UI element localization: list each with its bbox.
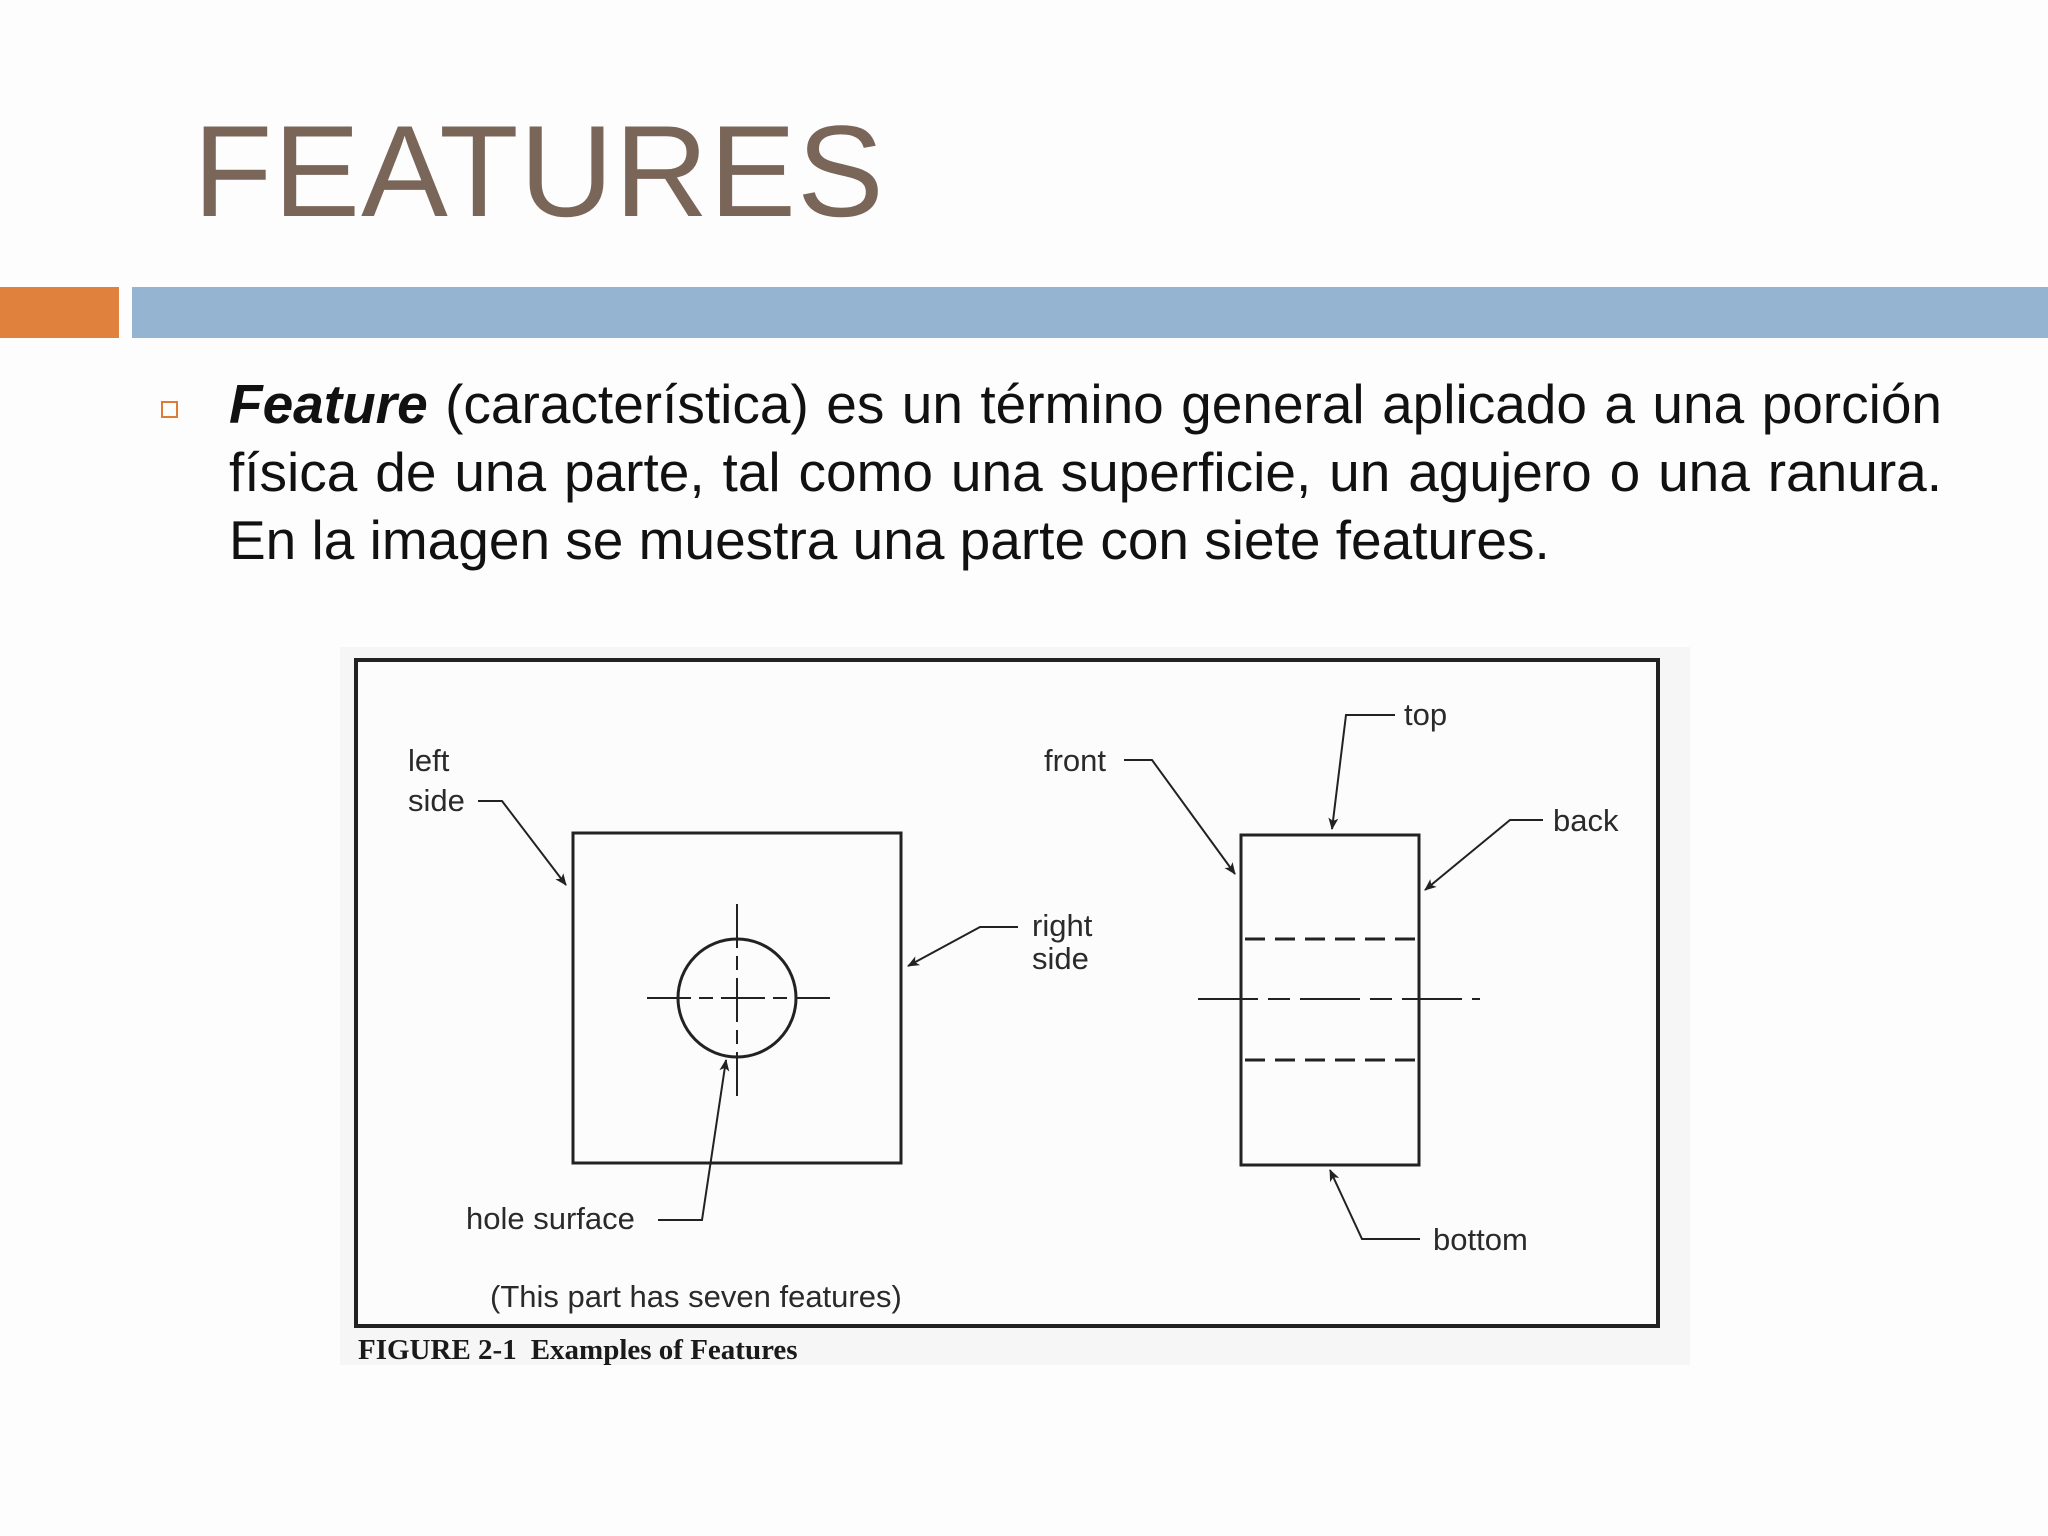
label-bottom: bottom (1433, 1222, 1528, 1257)
bullet-keyword: Feature (229, 373, 428, 435)
features-diagram (340, 647, 1690, 1365)
bullet-paragraph (229, 370, 1942, 574)
label-front: front (1044, 743, 1107, 778)
figure-caption-text: Examples of Features (530, 1334, 798, 1365)
accent-bar (0, 287, 119, 338)
title-underline-bar (132, 287, 2048, 338)
figure-caption (358, 1334, 798, 1365)
slide-title: FEATURES (193, 98, 885, 244)
square-bullet-icon (161, 401, 178, 418)
label-right-side-line1: right (1032, 908, 1093, 943)
figure-caption-number: FIGURE 2-1 (358, 1334, 517, 1365)
label-left-side-line2: side (408, 783, 465, 818)
figure-note: (This part has seven features) (490, 1279, 902, 1314)
label-right-side-line2: side (1032, 941, 1089, 976)
label-left-side-line1: left (408, 743, 450, 778)
features-figure (340, 647, 1690, 1365)
label-back: back (1553, 803, 1619, 838)
label-top: top (1404, 697, 1448, 732)
bullet-body: (característica) es un término general aplicado a una porción física de una parte, tal como una superficie, un agujero o una ranura. En la imagen se muestra una parte con siete features. (229, 373, 1942, 571)
label-hole-surface: hole surface (466, 1201, 635, 1236)
